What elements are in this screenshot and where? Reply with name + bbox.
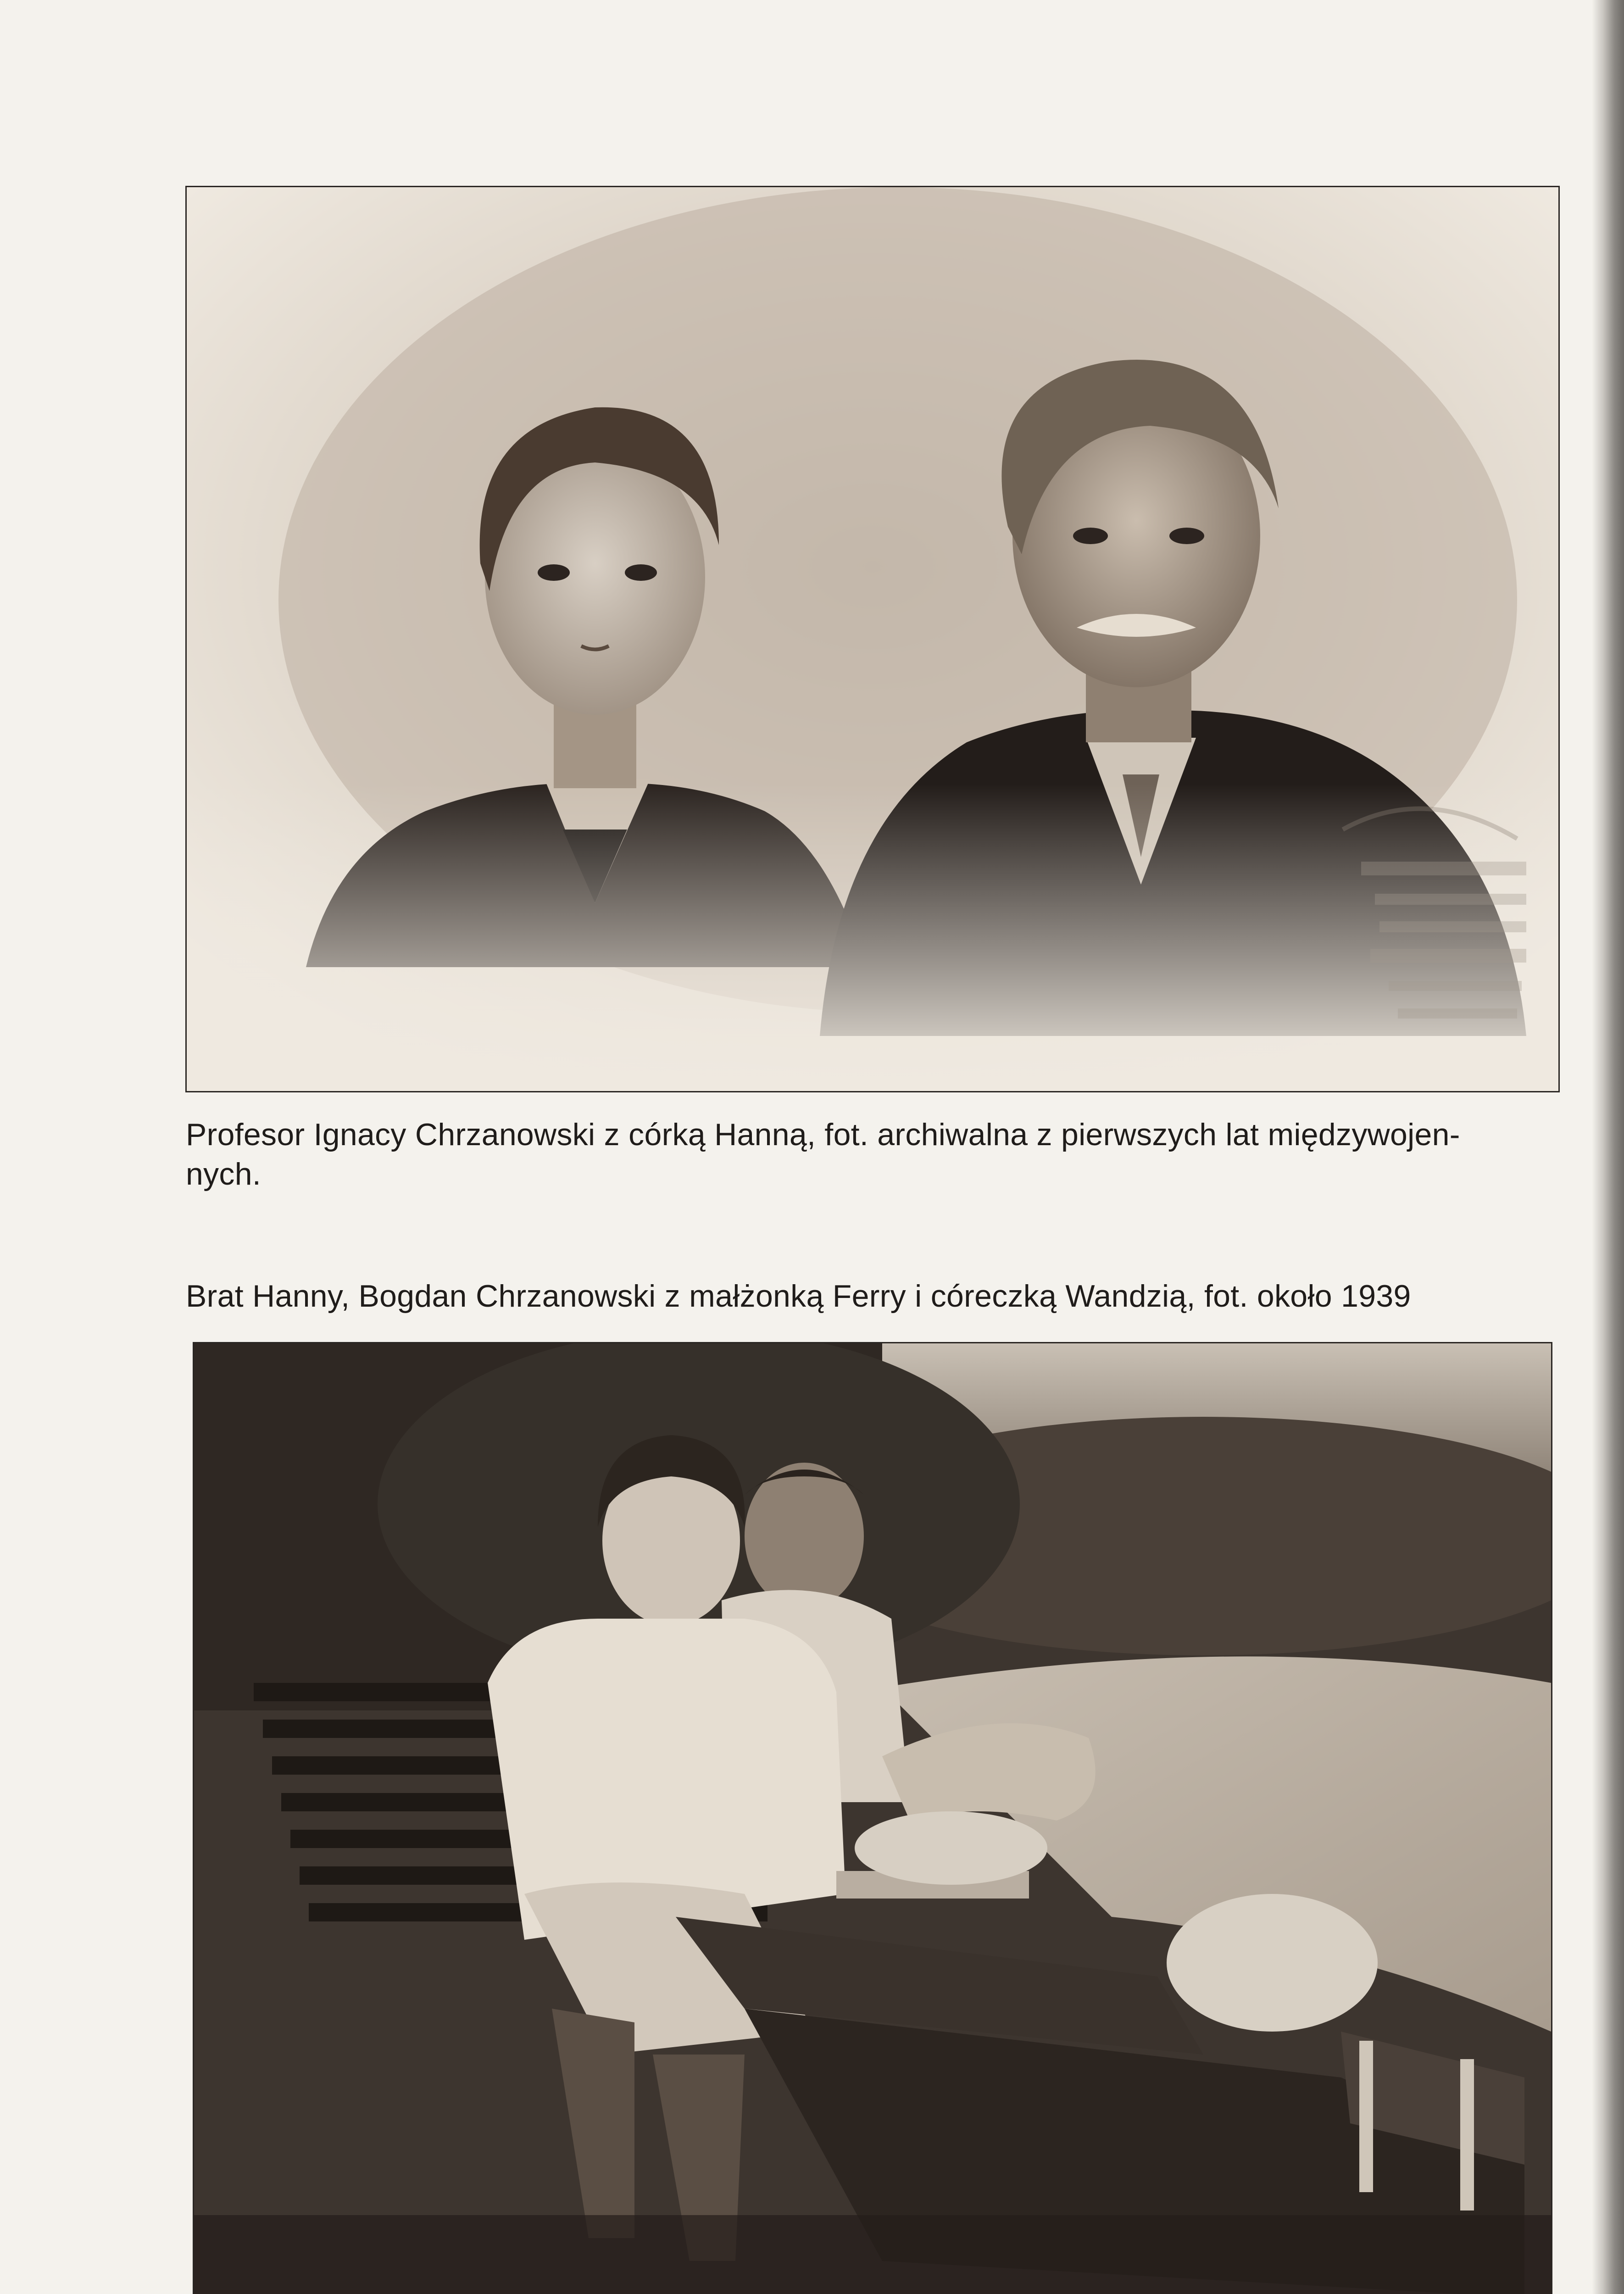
portrait-photo: [185, 186, 1560, 1092]
family-photo: [193, 1342, 1552, 2294]
portrait-caption-line-1: Profesor Ignacy Chrzanowski z córką Hanną, fot. archiwalna z pierwszych lat międzywojen-: [186, 1117, 1460, 1152]
portrait-photo-image: [187, 187, 1558, 1091]
book-binding-shadow: [1592, 0, 1624, 2294]
portrait-caption: [186, 1115, 1562, 1194]
family-caption: Brat Hanny, Bogdan Chrzanowski z małżonką Ferry i córeczką Wandzią, fot. około 1939: [186, 1279, 1411, 1314]
family-photo-image: [194, 1343, 1551, 2294]
portrait-caption-line-2: nych.: [186, 1157, 261, 1192]
